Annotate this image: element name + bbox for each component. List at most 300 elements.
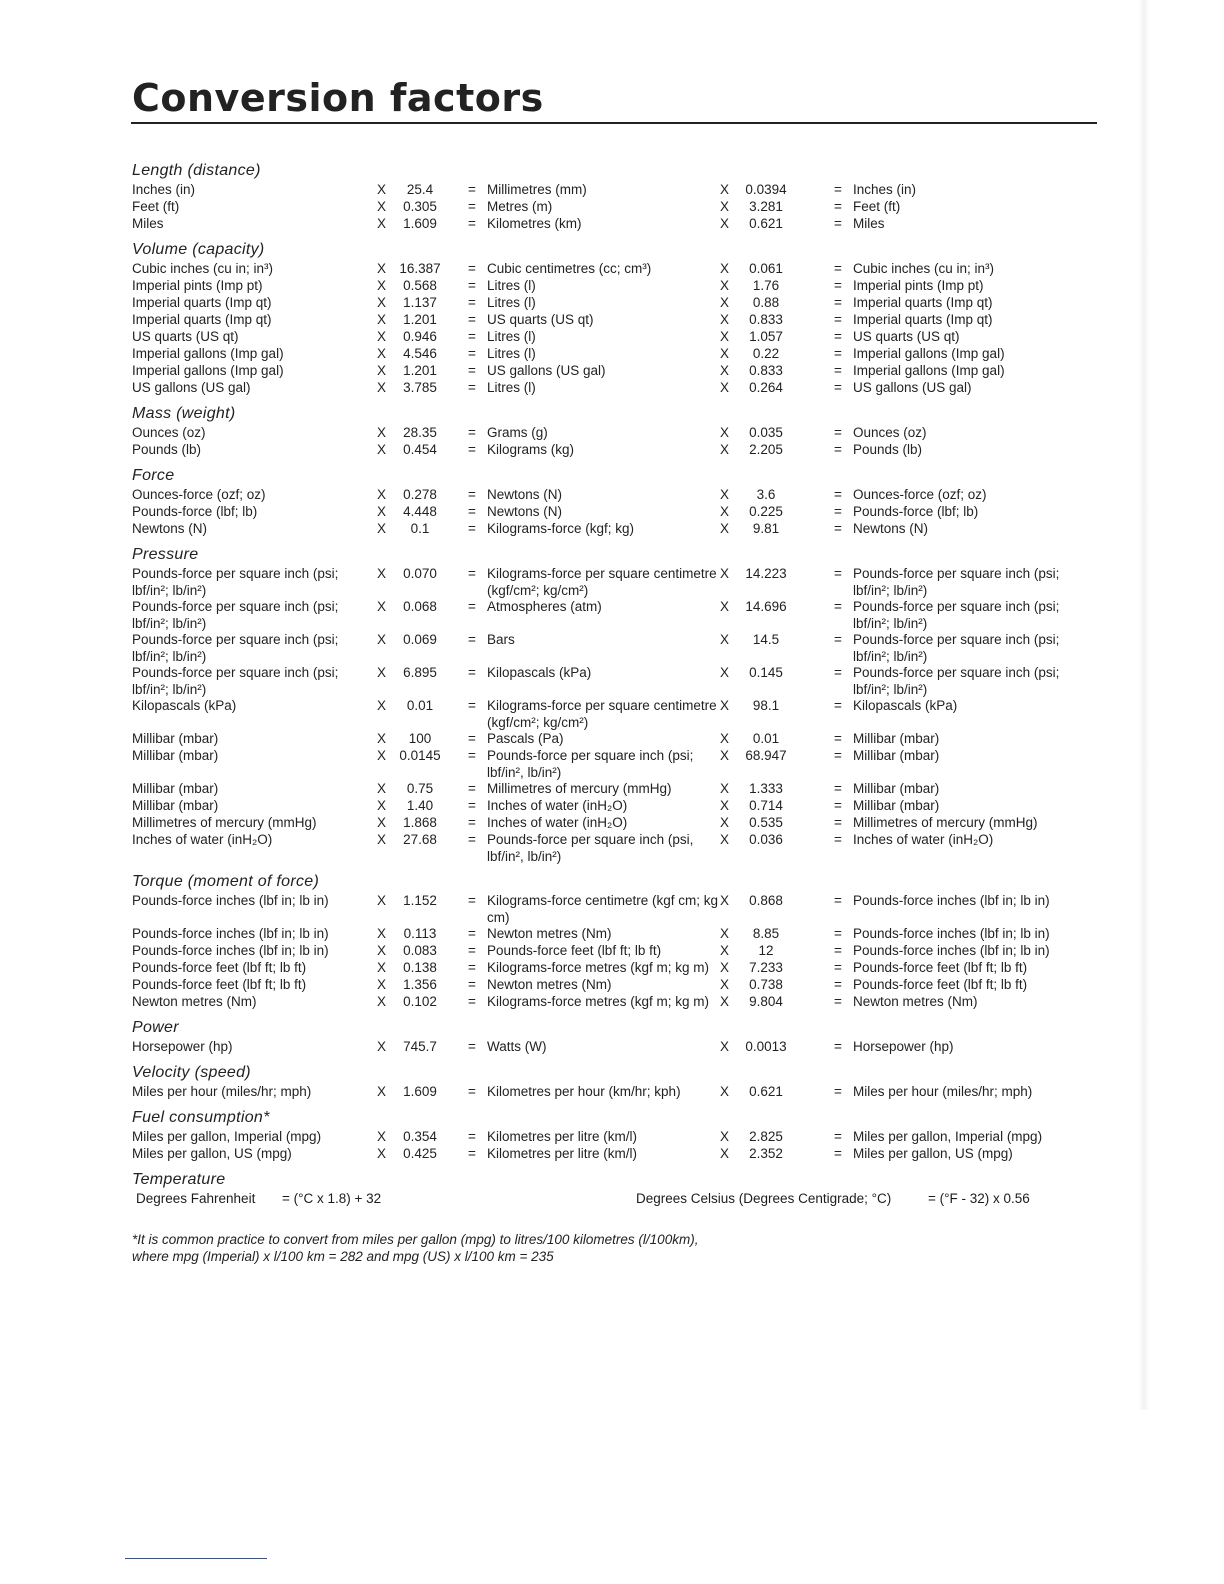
to-unit: Newton metres (Nm)	[487, 926, 612, 941]
multiply-sign: X	[377, 943, 387, 958]
from-unit: Feet (ft)	[132, 199, 180, 214]
multiply-sign: X	[377, 329, 387, 344]
factor-value: 1.201	[403, 312, 437, 327]
multiply-sign: X	[377, 599, 387, 614]
conversion-row	[132, 748, 1092, 781]
to-unit: Kilograms (kg)	[487, 442, 575, 457]
factor-value: 0.278	[403, 487, 437, 502]
equals-sign: =	[834, 312, 842, 327]
back-unit: Pounds-force (lbf; lb)	[853, 504, 979, 519]
equals-sign: =	[834, 1129, 842, 1144]
factor-value: 0.568	[403, 278, 437, 293]
multiply-sign: X	[720, 665, 730, 680]
factor-value: 0.113	[403, 926, 437, 941]
multiply-sign: X	[720, 1039, 730, 1054]
conversion-row	[132, 442, 1092, 459]
back-unit: Pounds-force per square inch (psi; lbf/in²; lb/in²)	[853, 665, 1060, 697]
from-unit: Horsepower (hp)	[132, 1039, 233, 1054]
factor-value: 1.152	[403, 893, 437, 908]
back-unit: Imperial gallons (Imp gal)	[853, 363, 1005, 378]
equals-sign: =	[468, 380, 476, 395]
inverse-factor-value: 0.225	[749, 504, 783, 519]
equals-sign: =	[468, 748, 476, 763]
back-unit: Pounds-force per square inch (psi; lbf/in²; lb/in²)	[853, 599, 1060, 631]
back-unit: Imperial pints (Imp pt)	[853, 278, 984, 293]
multiply-sign: X	[720, 380, 730, 395]
factor-value: 1.356	[403, 977, 437, 992]
to-unit: Kilograms-force (kgf; kg)	[487, 521, 635, 536]
equals-sign: =	[834, 182, 842, 197]
to-unit: Grams (g)	[487, 425, 548, 440]
equals-sign: =	[834, 380, 842, 395]
fahrenheit-label: Degrees Fahrenheit	[136, 1191, 256, 1206]
multiply-sign: X	[720, 278, 730, 293]
multiply-sign: X	[720, 566, 730, 581]
inverse-factor-value: 14.696	[745, 599, 787, 614]
inverse-factor-value: 0.061	[749, 261, 783, 276]
to-unit: Kilograms-force metres (kgf m; kg m)	[487, 994, 710, 1009]
multiply-sign: X	[377, 504, 387, 519]
to-unit: Kilograms-force metres (kgf m; kg m)	[487, 960, 710, 975]
back-unit: Millibar (mbar)	[853, 731, 940, 746]
back-unit: Kilopascals (kPa)	[853, 698, 958, 713]
conversion-row	[132, 665, 1092, 698]
inverse-factor-value: 14.223	[745, 566, 787, 581]
back-unit: Millimetres of mercury (mmHg)	[853, 815, 1038, 830]
multiply-sign: X	[377, 566, 387, 581]
to-unit: Millimetres of mercury (mmHg)	[487, 781, 672, 796]
equals-sign: =	[468, 926, 476, 941]
equals-sign: =	[468, 815, 476, 830]
equals-sign: =	[468, 1129, 476, 1144]
inverse-factor-value: 8.85	[752, 926, 780, 941]
from-unit: Pounds (lb)	[132, 442, 202, 457]
to-unit: Newton metres (Nm)	[487, 977, 612, 992]
equals-sign: =	[834, 781, 842, 796]
conversion-row	[132, 599, 1092, 632]
equals-sign: =	[468, 832, 476, 847]
equals-sign: =	[834, 329, 842, 344]
to-unit: Litres (l)	[487, 346, 536, 361]
from-unit: Imperial gallons (Imp gal)	[132, 363, 284, 378]
to-unit: Litres (l)	[487, 380, 536, 395]
scan-edge-shadow	[1138, 0, 1150, 1410]
equals-sign: =	[468, 346, 476, 361]
inverse-factor-value: 0.035	[749, 425, 783, 440]
factor-value: 0.069	[403, 632, 437, 647]
equals-sign: =	[468, 504, 476, 519]
section	[132, 403, 1092, 459]
inverse-factor-value: 0.22	[752, 346, 780, 361]
back-unit: Miles per hour (miles/hr; mph)	[853, 1084, 1033, 1099]
back-unit: Feet (ft)	[853, 199, 901, 214]
conversion-row	[132, 521, 1092, 538]
factor-value: 0.070	[403, 566, 437, 581]
inverse-factor-value: 0.264	[749, 380, 783, 395]
from-unit: Ounces-force (ozf; oz)	[132, 487, 266, 502]
to-unit: Cubic centimetres (cc; cm³)	[487, 261, 652, 276]
multiply-sign: X	[720, 1129, 730, 1144]
equals-sign: =	[468, 977, 476, 992]
from-unit: Millibar (mbar)	[132, 748, 219, 763]
conversion-row	[132, 731, 1092, 748]
equals-sign: =	[834, 665, 842, 680]
equals-sign: =	[468, 566, 476, 581]
from-unit: US quarts (US qt)	[132, 329, 239, 344]
multiply-sign: X	[720, 182, 730, 197]
equals-sign: =	[468, 994, 476, 1009]
inverse-factor-value: 0.145	[749, 665, 783, 680]
back-unit: Inches of water (inH₂O)	[853, 832, 994, 847]
from-unit: Miles per gallon, Imperial (mpg)	[132, 1129, 322, 1144]
factor-value: 0.305	[403, 199, 437, 214]
multiply-sign: X	[720, 632, 730, 647]
inverse-factor-value: 1.333	[749, 781, 783, 796]
back-unit: Imperial gallons (Imp gal)	[853, 346, 1005, 361]
multiply-sign: X	[377, 1129, 387, 1144]
factor-value: 3.785	[403, 380, 437, 395]
multiply-sign: X	[377, 832, 387, 847]
conversion-row	[132, 1084, 1092, 1101]
factor-value: 0.425	[403, 1146, 437, 1161]
multiply-sign: X	[720, 425, 730, 440]
multiply-sign: X	[720, 926, 730, 941]
multiply-sign: X	[720, 977, 730, 992]
equals-sign: =	[468, 182, 476, 197]
conversion-row	[132, 312, 1092, 329]
inverse-factor-value: 2.825	[749, 1129, 783, 1144]
equals-sign: =	[834, 566, 842, 581]
inverse-factor-value: 0.535	[749, 815, 783, 830]
multiply-sign: X	[377, 798, 387, 813]
equals-sign: =	[834, 442, 842, 457]
conversion-row	[132, 216, 1092, 233]
section	[132, 160, 1092, 233]
inverse-factor-value: 7.233	[749, 960, 783, 975]
from-unit: Millibar (mbar)	[132, 798, 219, 813]
multiply-sign: X	[720, 363, 730, 378]
conversion-row	[132, 504, 1092, 521]
inverse-factor-value: 3.281	[749, 199, 783, 214]
from-unit: Imperial pints (Imp pt)	[132, 278, 263, 293]
to-unit: Kilometres per hour (km/hr; kph)	[487, 1084, 681, 1099]
back-unit: Imperial quarts (Imp qt)	[853, 295, 993, 310]
inverse-factor-value: 9.804	[749, 994, 783, 1009]
equals-sign: =	[834, 504, 842, 519]
section-title: Fuel consumption*	[132, 1109, 270, 1126]
equals-sign: =	[834, 261, 842, 276]
multiply-sign: X	[720, 521, 730, 536]
to-unit: Pascals (Pa)	[487, 731, 564, 746]
inverse-factor-value: 3.6	[756, 487, 776, 502]
to-unit: Kilopascals (kPa)	[487, 665, 592, 680]
conversion-row	[132, 798, 1092, 815]
equals-sign: =	[834, 295, 842, 310]
equals-sign: =	[834, 926, 842, 941]
equals-sign: =	[468, 363, 476, 378]
section-title: Power	[132, 1019, 179, 1036]
to-unit: Newtons (N)	[487, 487, 563, 502]
multiply-sign: X	[720, 1084, 730, 1099]
multiply-sign: X	[377, 521, 387, 536]
to-unit: Pounds-force feet (lbf ft; lb ft)	[487, 943, 662, 958]
multiply-sign: X	[377, 312, 387, 327]
inverse-factor-value: 9.81	[752, 521, 780, 536]
footnote-line: where mpg (Imperial) x l/100 km = 282 and mpg (US) x l/100 km = 235	[132, 1249, 554, 1264]
section-title: Torque (moment of force)	[132, 873, 320, 890]
multiply-sign: X	[720, 199, 730, 214]
equals-sign: =	[468, 312, 476, 327]
conversion-table	[132, 160, 1092, 1265]
to-unit: Bars	[487, 632, 515, 647]
to-unit: Kilometres per litre (km/l)	[487, 1146, 638, 1161]
to-unit: Inches of water (inH₂O)	[487, 798, 628, 813]
factor-value: 0.138	[403, 960, 437, 975]
conversion-row	[132, 182, 1092, 199]
back-unit: Pounds-force inches (lbf in; lb in)	[853, 943, 1050, 958]
inverse-factor-value: 14.5	[752, 632, 780, 647]
conversion-row	[132, 329, 1092, 346]
conversion-row	[132, 960, 1092, 977]
celsius-formula: = (°F - 32) x 0.56	[928, 1191, 1030, 1206]
to-unit: Kilograms-force centimetre (kgf cm; kg cm)	[487, 893, 719, 925]
footnote-line: *It is common practice to convert from miles per gallon (mpg) to litres/100 kilometres (l/100km),	[132, 1232, 699, 1247]
back-unit: US gallons (US gal)	[853, 380, 972, 395]
section-title: Length (distance)	[132, 162, 261, 179]
multiply-sign: X	[377, 216, 387, 231]
multiply-sign: X	[377, 487, 387, 502]
factor-value: 1.868	[403, 815, 437, 830]
equals-sign: =	[468, 698, 476, 713]
multiply-sign: X	[377, 665, 387, 680]
factor-value: 745.7	[403, 1039, 437, 1054]
factor-value: 16.387	[399, 261, 441, 276]
conversion-row	[132, 346, 1092, 363]
back-unit: Imperial quarts (Imp qt)	[853, 312, 993, 327]
factor-value: 100	[408, 731, 432, 746]
factor-value: 4.448	[403, 504, 437, 519]
multiply-sign: X	[720, 748, 730, 763]
inverse-factor-value: 2.352	[749, 1146, 783, 1161]
factor-value: 0.0145	[399, 748, 441, 763]
bottom-link-line	[125, 1558, 267, 1559]
multiply-sign: X	[377, 425, 387, 440]
conversion-row	[132, 363, 1092, 380]
conversion-row	[132, 261, 1092, 278]
multiply-sign: X	[720, 487, 730, 502]
section	[132, 1017, 1092, 1056]
conversion-row	[132, 994, 1092, 1011]
equals-sign: =	[468, 632, 476, 647]
equals-sign: =	[468, 521, 476, 536]
multiply-sign: X	[720, 798, 730, 813]
multiply-sign: X	[377, 698, 387, 713]
multiply-sign: X	[720, 698, 730, 713]
equals-sign: =	[468, 1039, 476, 1054]
from-unit: Cubic inches (cu in; in³)	[132, 261, 274, 276]
multiply-sign: X	[377, 815, 387, 830]
to-unit: Kilometres (km)	[487, 216, 582, 231]
equals-sign: =	[834, 1039, 842, 1054]
factor-value: 1.40	[406, 798, 434, 813]
multiply-sign: X	[377, 731, 387, 746]
back-unit: Pounds-force feet (lbf ft; lb ft)	[853, 977, 1028, 992]
back-unit: Inches (in)	[853, 182, 917, 197]
equals-sign: =	[468, 261, 476, 276]
equals-sign: =	[468, 442, 476, 457]
back-unit: Pounds-force per square inch (psi; lbf/in²; lb/in²)	[853, 632, 1060, 664]
factor-value: 1.201	[403, 363, 437, 378]
back-unit: US quarts (US qt)	[853, 329, 960, 344]
conversion-row	[132, 632, 1092, 665]
section	[132, 465, 1092, 538]
equals-sign: =	[834, 487, 842, 502]
back-unit: Ounces-force (ozf; oz)	[853, 487, 987, 502]
section-title: Force	[132, 467, 175, 484]
conversion-row	[132, 278, 1092, 295]
back-unit: Miles per gallon, US (mpg)	[853, 1146, 1013, 1161]
multiply-sign: X	[720, 216, 730, 231]
equals-sign: =	[834, 832, 842, 847]
equals-sign: =	[468, 665, 476, 680]
inverse-factor-value: 0.88	[752, 295, 780, 310]
multiply-sign: X	[377, 1146, 387, 1161]
from-unit: Ounces (oz)	[132, 425, 206, 440]
back-unit: Cubic inches (cu in; in³)	[853, 261, 995, 276]
equals-sign: =	[834, 216, 842, 231]
from-unit: Pounds-force per square inch (psi; lbf/in²; lb/in²)	[132, 566, 339, 598]
multiply-sign: X	[720, 815, 730, 830]
from-unit: Pounds-force inches (lbf in; lb in)	[132, 943, 329, 958]
inverse-factor-value: 0.621	[749, 216, 783, 231]
conversion-row	[132, 1039, 1092, 1056]
to-unit: US gallons (US gal)	[487, 363, 606, 378]
inverse-factor-value: 0.0394	[745, 182, 787, 197]
multiply-sign: X	[720, 832, 730, 847]
section	[132, 544, 1092, 865]
multiply-sign: X	[377, 199, 387, 214]
factor-value: 0.083	[403, 943, 437, 958]
to-unit: Newtons (N)	[487, 504, 563, 519]
multiply-sign: X	[720, 960, 730, 975]
from-unit: Pounds-force (lbf; lb)	[132, 504, 258, 519]
from-unit: Millibar (mbar)	[132, 731, 219, 746]
factor-value: 1.609	[403, 216, 437, 231]
multiply-sign: X	[377, 182, 387, 197]
conversion-row	[132, 1129, 1092, 1146]
multiply-sign: X	[720, 893, 730, 908]
from-unit: Pounds-force per square inch (psi; lbf/in²; lb/in²)	[132, 599, 339, 631]
multiply-sign: X	[377, 380, 387, 395]
conversion-row	[132, 893, 1092, 926]
inverse-factor-value: 0.833	[749, 363, 783, 378]
back-unit: Pounds-force inches (lbf in; lb in)	[853, 926, 1050, 941]
equals-sign: =	[834, 731, 842, 746]
fahrenheit-formula: = (°C x 1.8) + 32	[282, 1191, 382, 1206]
to-unit: Kilograms-force per square centimetre (kgf/cm²; kg/cm²)	[487, 698, 717, 730]
conversion-row	[132, 832, 1092, 865]
inverse-factor-value: 98.1	[752, 698, 780, 713]
inverse-factor-value: 0.868	[749, 893, 783, 908]
equals-sign: =	[468, 731, 476, 746]
celsius-label: Degrees Celsius (Degrees Centigrade; °C)	[636, 1191, 892, 1206]
from-unit: Inches of water (inH₂O)	[132, 832, 273, 847]
multiply-sign: X	[377, 977, 387, 992]
from-unit: Kilopascals (kPa)	[132, 698, 237, 713]
multiply-sign: X	[720, 1146, 730, 1161]
back-unit: Horsepower (hp)	[853, 1039, 954, 1054]
equals-sign: =	[834, 815, 842, 830]
multiply-sign: X	[720, 312, 730, 327]
back-unit: Millibar (mbar)	[853, 781, 940, 796]
factor-value: 0.454	[403, 442, 437, 457]
inverse-factor-value: 2.205	[749, 442, 783, 457]
temperature-section	[132, 1169, 1092, 1211]
from-unit: Pounds-force feet (lbf ft; lb ft)	[132, 960, 307, 975]
factor-value: 0.75	[406, 781, 434, 796]
to-unit: Pounds-force per square inch (psi, lbf/in², lb/in²)	[487, 832, 694, 864]
to-unit: Pounds-force per square inch (psi; lbf/in², lb/in²)	[487, 748, 694, 780]
equals-sign: =	[468, 893, 476, 908]
equals-sign: =	[468, 199, 476, 214]
equals-sign: =	[468, 295, 476, 310]
back-unit: Pounds (lb)	[853, 442, 923, 457]
multiply-sign: X	[720, 994, 730, 1009]
sections-container	[132, 160, 1092, 1163]
from-unit: Imperial quarts (Imp qt)	[132, 312, 272, 327]
multiply-sign: X	[720, 295, 730, 310]
back-unit: Newton metres (Nm)	[853, 994, 978, 1009]
equals-sign: =	[468, 1084, 476, 1099]
equals-sign: =	[468, 1146, 476, 1161]
factor-value: 1.137	[403, 295, 437, 310]
equals-sign: =	[468, 960, 476, 975]
temperature-row	[132, 1191, 1092, 1211]
conversion-row	[132, 977, 1092, 994]
inverse-factor-value: 0.833	[749, 312, 783, 327]
multiply-sign: X	[377, 748, 387, 763]
equals-sign: =	[468, 329, 476, 344]
equals-sign: =	[834, 425, 842, 440]
multiply-sign: X	[377, 926, 387, 941]
factor-value: 0.102	[403, 994, 437, 1009]
to-unit: Litres (l)	[487, 329, 536, 344]
to-unit: Litres (l)	[487, 278, 536, 293]
from-unit: Millimetres of mercury (mmHg)	[132, 815, 317, 830]
to-unit: Kilograms-force per square centimetre (kgf/cm²; kg/cm²)	[487, 566, 717, 598]
conversion-row	[132, 698, 1092, 731]
equals-sign: =	[834, 748, 842, 763]
conversion-row	[132, 199, 1092, 216]
factor-value: 6.895	[403, 665, 437, 680]
back-unit: Pounds-force inches (lbf in; lb in)	[853, 893, 1050, 908]
multiply-sign: X	[377, 781, 387, 796]
multiply-sign: X	[377, 1084, 387, 1099]
equals-sign: =	[468, 781, 476, 796]
inverse-factor-value: 12	[758, 943, 774, 958]
from-unit: Newton metres (Nm)	[132, 994, 257, 1009]
inverse-factor-value: 1.76	[752, 278, 780, 293]
equals-sign: =	[468, 599, 476, 614]
factor-value: 0.1	[410, 521, 430, 536]
multiply-sign: X	[377, 632, 387, 647]
to-unit: Millimetres (mm)	[487, 182, 587, 197]
multiply-sign: X	[720, 599, 730, 614]
factor-value: 4.546	[403, 346, 437, 361]
factor-value: 0.946	[403, 329, 437, 344]
inverse-factor-value: 0.036	[749, 832, 783, 847]
equals-sign: =	[468, 798, 476, 813]
